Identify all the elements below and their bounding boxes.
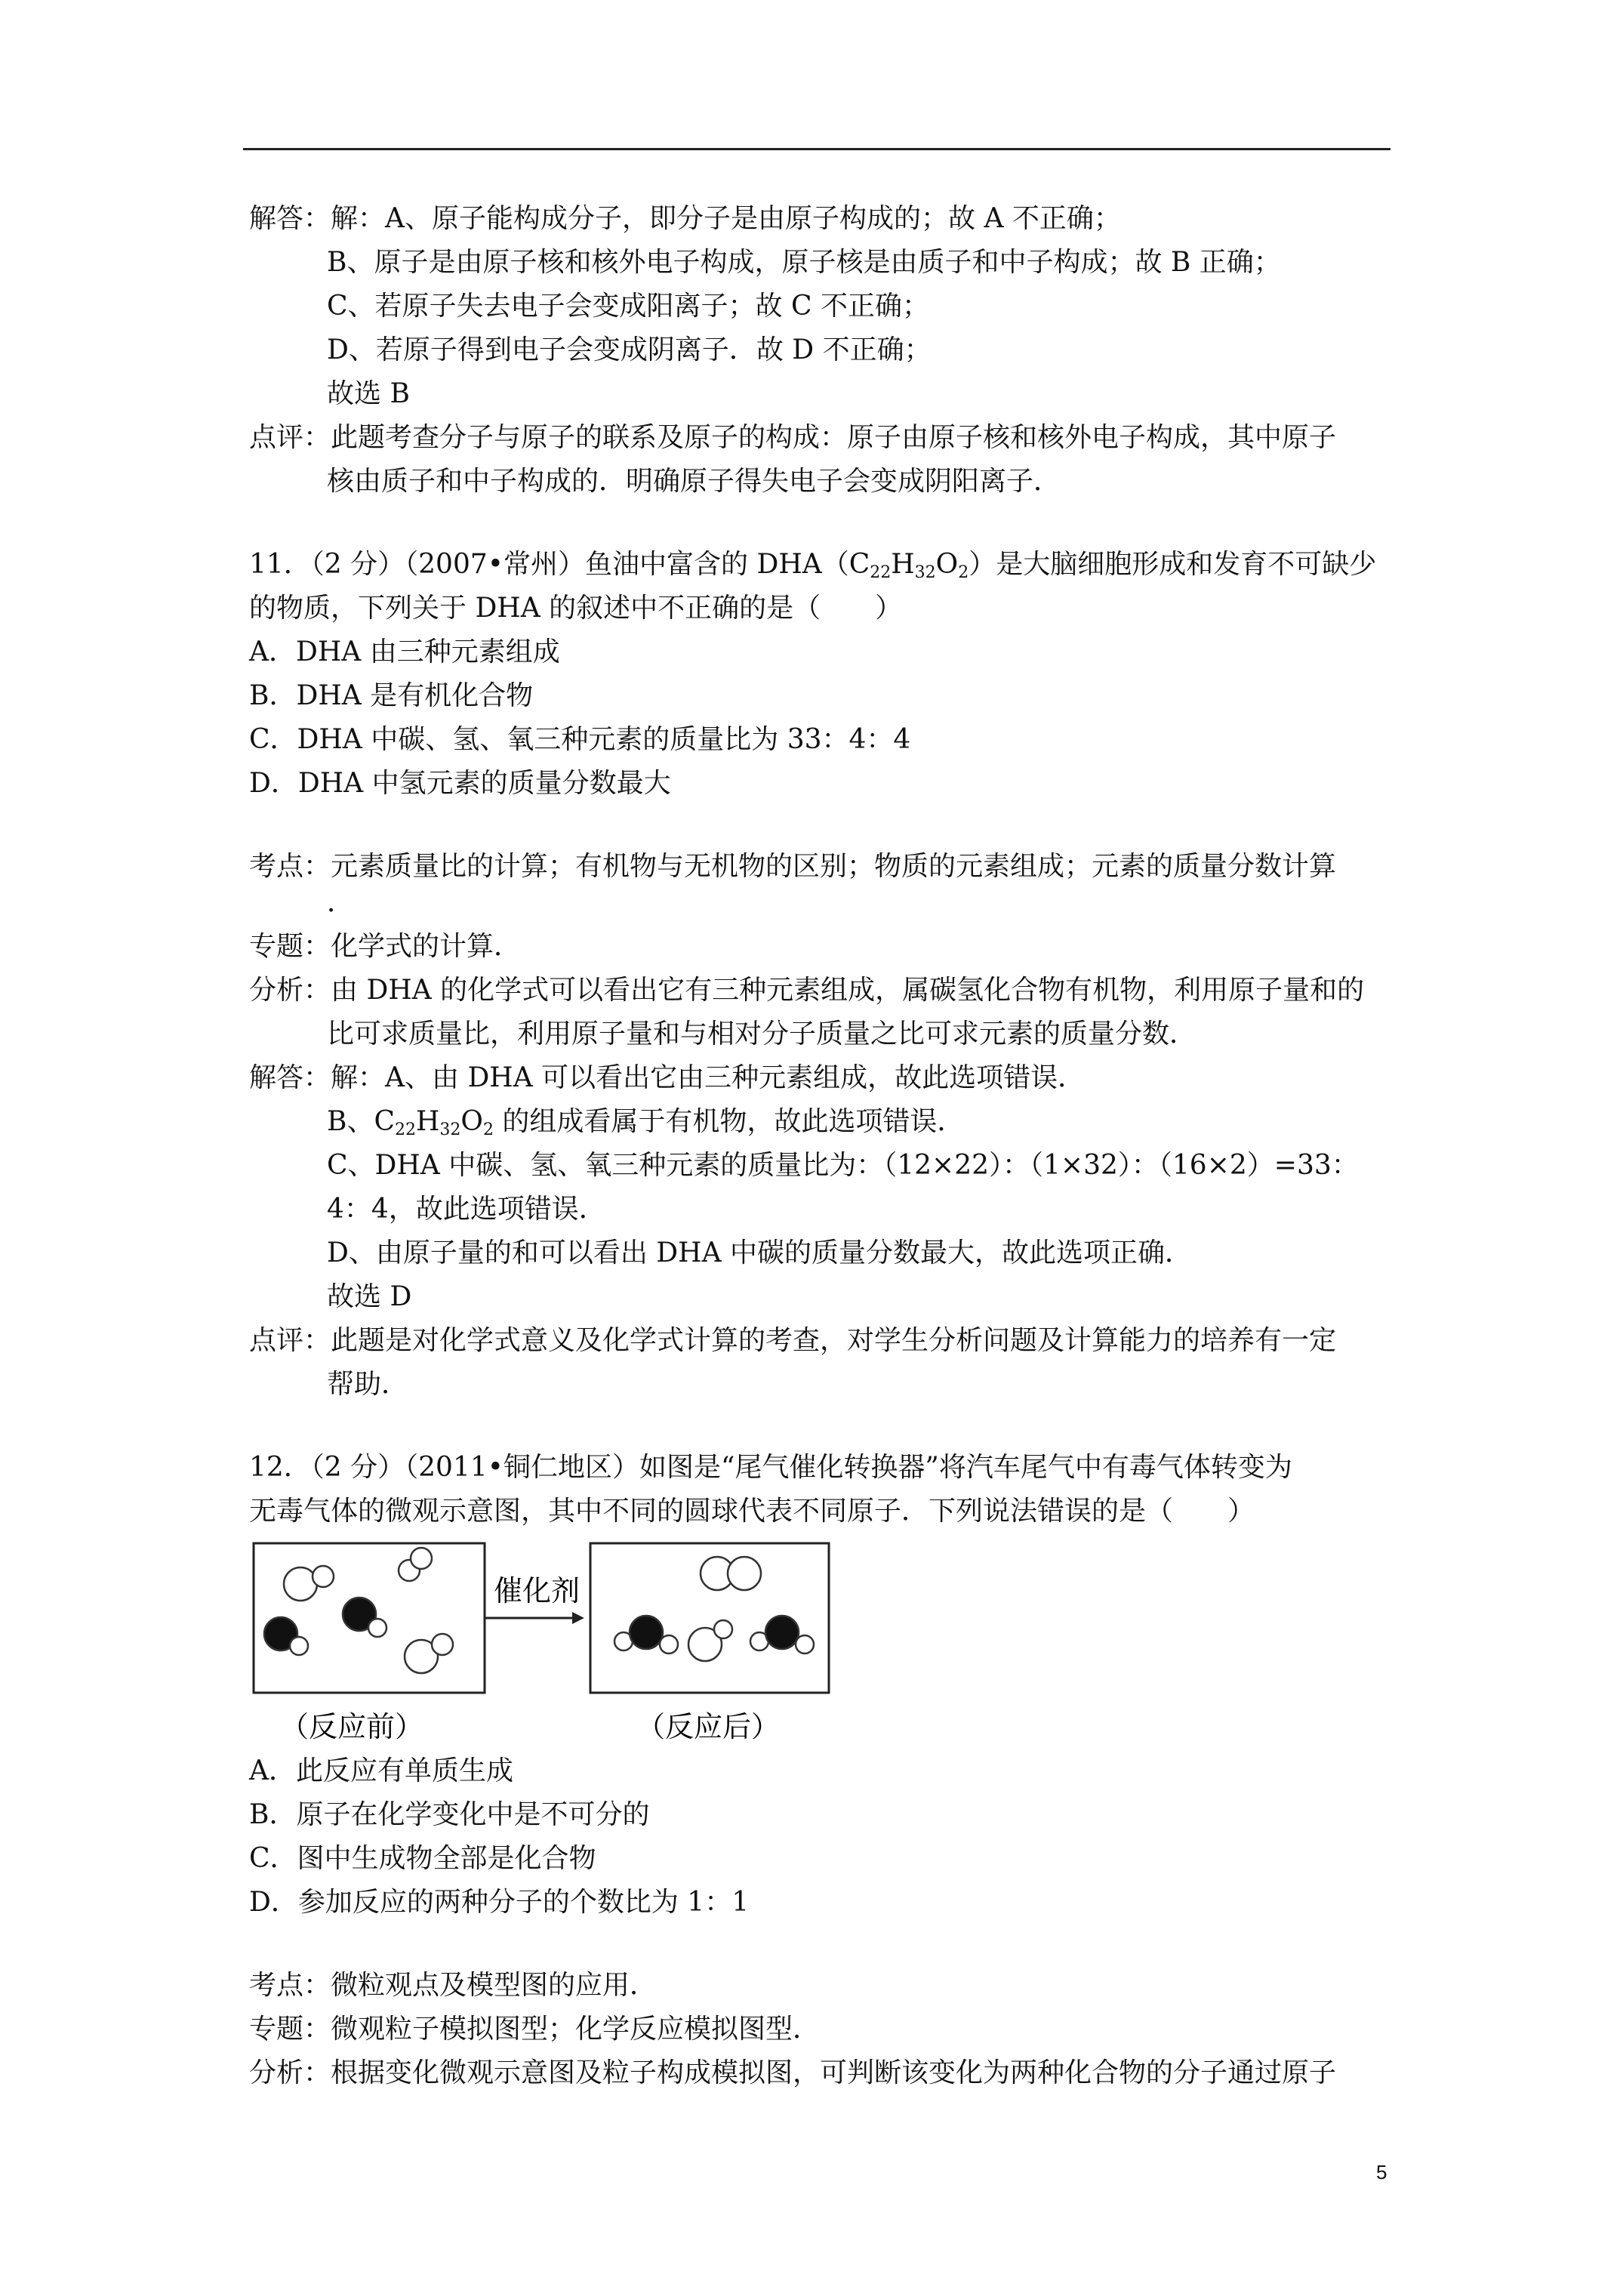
question-12-stem: 无毒气体的微观示意图，其中不同的圆球代表不同原子．下列说法错误的是（ ） xyxy=(249,1496,1255,1527)
after-label: （反应后） xyxy=(636,1710,781,1743)
option-c: C．DHA 中碳、氢、氧三种元素的质量比为 33：4：4 xyxy=(249,724,911,755)
option-d: D．DHA 中氢元素的质量分数最大 xyxy=(249,768,671,799)
answer-line: B、原子是由原子核和核外电子构成，原子核是由质子和中子构成；故 B 正确； xyxy=(327,247,1281,278)
catalyst-label: 催化剂 xyxy=(493,1574,581,1607)
answer-line: 4：4，故此选项错误． xyxy=(327,1194,606,1225)
option-a: A．此反应有单质生成 xyxy=(249,1755,513,1786)
question-11-stem: 的物质，下列关于 DHA 的叙述中不正确的是（ ） xyxy=(249,593,903,624)
header-rule xyxy=(243,148,1390,150)
reaction-diagram xyxy=(246,1539,835,1750)
kaodian-line: ． xyxy=(327,887,355,918)
comment-line: 点评：此题是对化学式意义及化学式计算的考查，对学生分析问题及计算能力的培养有一定 xyxy=(249,1325,1337,1356)
zhuanti-line: 专题：化学式的计算． xyxy=(249,931,522,962)
answer-line: D、若原子得到电子会变成阴离子．故 D 不正确； xyxy=(327,334,932,365)
option-a: A．DHA 由三种元素组成 xyxy=(249,636,560,667)
answer-line: D、由原子量的和可以看出 DHA 中碳的质量分数最大，故此选项正确． xyxy=(327,1237,1193,1268)
fenxi-line: 比可求质量比，利用原子量和与相对分子质量之比可求元素的质量分数． xyxy=(327,1019,1197,1049)
page-number: 5 xyxy=(1376,2161,1387,2184)
comment-line: 核由质子和中子构成的．明确原子得失电子会变成阴阳离子． xyxy=(327,466,1061,497)
kaodian-line: 考点：元素质量比的计算；有机物与无机物的区别；物质的元素组成；元素的质量分数计算 xyxy=(249,851,1337,882)
answer-choice: 故选 B xyxy=(327,378,410,409)
option-c: C．图中生成物全部是化合物 xyxy=(249,1843,596,1874)
fenxi-line: 分析：根据变化微观示意图及粒子构成模拟图，可判断该变化为两种化合物的分子通过原子 xyxy=(249,2057,1337,2088)
answer-line: 解答：解：A、原子能构成分子，即分子是由原子构成的；故 A 不正确； xyxy=(249,203,1121,234)
answer-line: C、DHA 中碳、氢、氧三种元素的质量比为：（12×22）：（1×32）：（16×2）=33： xyxy=(327,1150,1359,1181)
comment-line: 点评：此题考查分子与原子的联系及原子的构成：原子由原子核和核外电子构成，其中原子 xyxy=(249,422,1337,453)
arrow-head xyxy=(572,1612,584,1624)
question-12-stem: 12．（2 分）（2011•铜仁地区）如图是“尾气催化转换器”将汽车尾气中有毒气体转变为 xyxy=(249,1452,1292,1483)
comment-line: 帮助． xyxy=(327,1369,409,1400)
zhuanti-line: 专题：微观粒子模拟图型；化学反应模拟图型． xyxy=(249,2014,821,2045)
answer-line: 解答：解：A、由 DHA 可以看出它由三种元素组成，故此选项错误． xyxy=(249,1062,1086,1093)
option-b: B．DHA 是有机化合物 xyxy=(249,680,534,711)
kaodian-line: 考点：微粒观点及模型图的应用． xyxy=(249,1970,658,2001)
option-d: D．参加反应的两种分子的个数比为 1：1 xyxy=(249,1887,750,1918)
reaction-diagram-svg xyxy=(246,1539,835,1750)
fenxi-line: 分析：由 DHA 的化学式可以看出它有三种元素组成，属碳氢化合物有机物，利用原子量和的 xyxy=(249,975,1365,1006)
option-b: B．原子在化学变化中是不可分的 xyxy=(249,1799,650,1830)
answer-line: B、$C_{22}H_{32}O_2$ 的组成看属于有机物，故此选项错误． xyxy=(327,1106,965,1139)
question-11-stem: 11．（2 分）（2007•常州）鱼油中富含的 $DHA(C_{22}H_{32}O_2)$是大脑细胞形成和发育不可缺少 xyxy=(249,549,1377,582)
before-label: （反应前） xyxy=(279,1710,424,1743)
answer-line: C、若原子失去电子会变成阳离子；故 C 不正确； xyxy=(327,291,929,322)
answer-choice: 故选 D xyxy=(327,1281,412,1312)
